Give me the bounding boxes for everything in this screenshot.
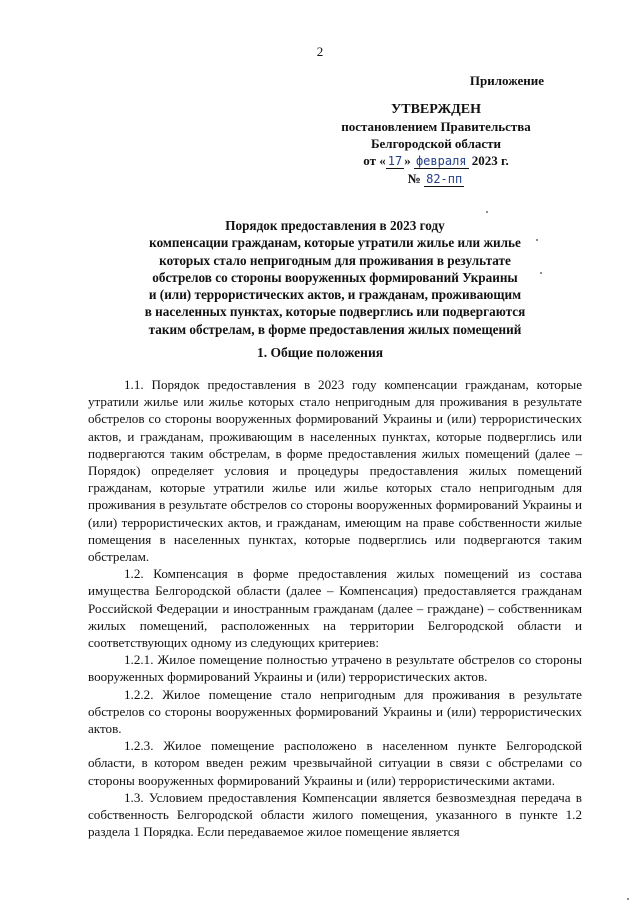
date-prefix: от « bbox=[363, 153, 386, 168]
heading-line: обстрелов со стороны вооруженных формирований Украины bbox=[152, 269, 518, 285]
scan-speck bbox=[536, 239, 538, 241]
heading-line: которых стало непригодным для проживания в результате bbox=[159, 252, 511, 268]
approval-line-2: Белгородской области bbox=[370, 136, 502, 151]
heading-line: компенсации гражданам, которые утратили жилье или жилье bbox=[149, 235, 521, 251]
date-day: 17 bbox=[387, 154, 403, 168]
heading-line: Порядок предоставления в 2023 году bbox=[225, 218, 445, 233]
scan-speck bbox=[627, 898, 629, 900]
approval-line-1: постановлением Правительства bbox=[341, 119, 531, 134]
paragraph-1-2-1: 1.2.1. Жилое помещение полностью утрачено в результате обстрелов со стороны вооруженных формирований Украины и (или) террористических актов. bbox=[88, 652, 582, 685]
paragraph-1-2-2: 1.2.2. Жилое помещение стало непригодным для проживания в результате обстрелов со стороны вооруженных формирований Украины и (или) террористических актов. bbox=[88, 686, 582, 737]
date-year: 2023 г. bbox=[471, 153, 509, 168]
appendix-title: Приложение bbox=[469, 73, 544, 88]
date-month: февраля bbox=[415, 154, 467, 168]
heading-line: таким обстрелам, в форме предоставления жилых помещений bbox=[148, 321, 522, 337]
approval-date bbox=[316, 152, 556, 170]
heading-line: и (или) террористических актов, и гражданам, проживающим bbox=[148, 287, 522, 303]
paragraph-1-3: 1.3. Условием предоставления Компенсации является безвозмездная передача в собственность Белгородской области жилого помещения, указанного в пункте 1.2 раздела 1 Порядка. Если передаваемое жилое помещение является bbox=[88, 789, 582, 840]
number-value: 82-пп bbox=[426, 172, 463, 186]
scan-speck bbox=[540, 272, 542, 274]
page-number: 2 bbox=[316, 44, 324, 59]
section-title: 1. Общие положения bbox=[256, 345, 384, 360]
document-body bbox=[88, 376, 582, 840]
paragraph-1-1: 1.1. Порядок предоставления в 2023 году компенсации гражданам, которые утратили жилье или жилье которых стало непригодным для проживания в результате обстрелов со стороны вооруженных формирований Украины и (или) террористических актов, и гражданам, проживающим в населенных пунктах, которые подверглись или подвергаются таким обстрелам, в форме предоставления жилых помещений (далее – Порядок) определяет условия и процедуры предоставления жилых помещений гражданам, которые утратили жилье или жилье которых стало непригодным для проживания в результате обстрелов со стороны вооруженных формирований Украины и (или) террористических актов, и гражданам, имеющим на праве собственности жилые помещения в населенных пунктах, которые подверглись или подвергаются таким обстрелам. bbox=[88, 377, 582, 565]
paragraph-1-2-3: 1.2.3. Жилое помещение расположено в населенном пункте Белгородской области, в котором введен режим чрезвычайной ситуации в связи с обстрелами со стороны вооруженных формирований Украины и (или) террористическими актами. bbox=[88, 738, 582, 788]
approval-number bbox=[316, 170, 556, 188]
date-quote-close: » bbox=[404, 153, 411, 168]
scan-speck bbox=[486, 211, 488, 213]
document-heading bbox=[100, 217, 570, 338]
approved-label: УТВЕРЖДЕН bbox=[390, 102, 482, 117]
number-prefix: № bbox=[407, 171, 421, 186]
paragraph-1-2: 1.2. Компенсация в форме предоставления жилых помещений из состава имущества Белгородской области (далее – Компенсация) предоставляется гражданам Российской Федерации и иностранным гражданам (далее – граждане) – собственникам жилых помещений, расположенных на территории Белгородской области и соответствующих одному из следующих критериев: bbox=[88, 566, 582, 651]
approval-block bbox=[316, 72, 556, 188]
heading-line: в населенных пунктах, которые подверглись или подвергаются bbox=[144, 304, 526, 320]
